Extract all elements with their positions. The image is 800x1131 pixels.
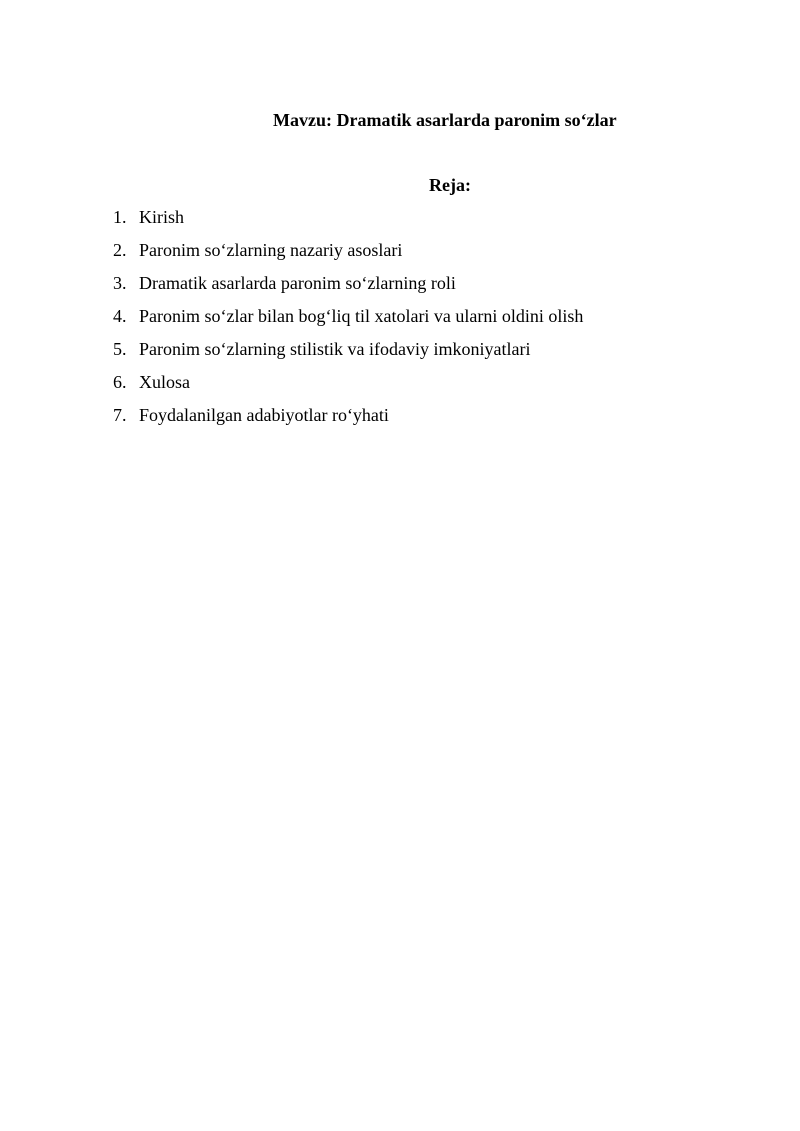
plan-item-number: 7. bbox=[113, 405, 127, 425]
plan-item-number: 4. bbox=[113, 306, 127, 326]
plan-item-number: 2. bbox=[113, 240, 127, 260]
plan-item-number: 3. bbox=[113, 273, 127, 293]
plan-item bbox=[113, 238, 583, 271]
plan-item-text: Paronim so‘zlarning nazariy asoslari bbox=[139, 240, 403, 260]
plan-heading: Reja: bbox=[429, 175, 471, 195]
plan-item bbox=[113, 370, 583, 403]
plan-item-number: 1. bbox=[113, 207, 127, 227]
plan-item-text: Foydalanilgan adabiyotlar ro‘yhati bbox=[139, 405, 389, 425]
plan-item bbox=[113, 271, 583, 304]
plan-item-number: 5. bbox=[113, 339, 127, 359]
plan-list bbox=[113, 205, 583, 436]
plan-item bbox=[113, 304, 583, 337]
plan-item bbox=[113, 337, 583, 370]
plan-item-text: Xulosa bbox=[139, 372, 190, 392]
plan-item bbox=[113, 403, 583, 436]
document-title: Mavzu: Dramatik asarlarda paronim so‘zlar bbox=[273, 110, 617, 130]
plan-item-text: Dramatik asarlarda paronim so‘zlarning roli bbox=[139, 273, 456, 293]
plan-item-number: 6. bbox=[113, 372, 127, 392]
plan-item-text: Paronim so‘zlarning stilistik va ifodaviy imkoniyatlari bbox=[139, 339, 531, 359]
plan-item-text: Paronim so‘zlar bilan bog‘liq til xatolari va ularni oldini olish bbox=[139, 306, 584, 326]
plan-item-text: Kirish bbox=[139, 207, 184, 227]
plan-item bbox=[113, 205, 583, 238]
